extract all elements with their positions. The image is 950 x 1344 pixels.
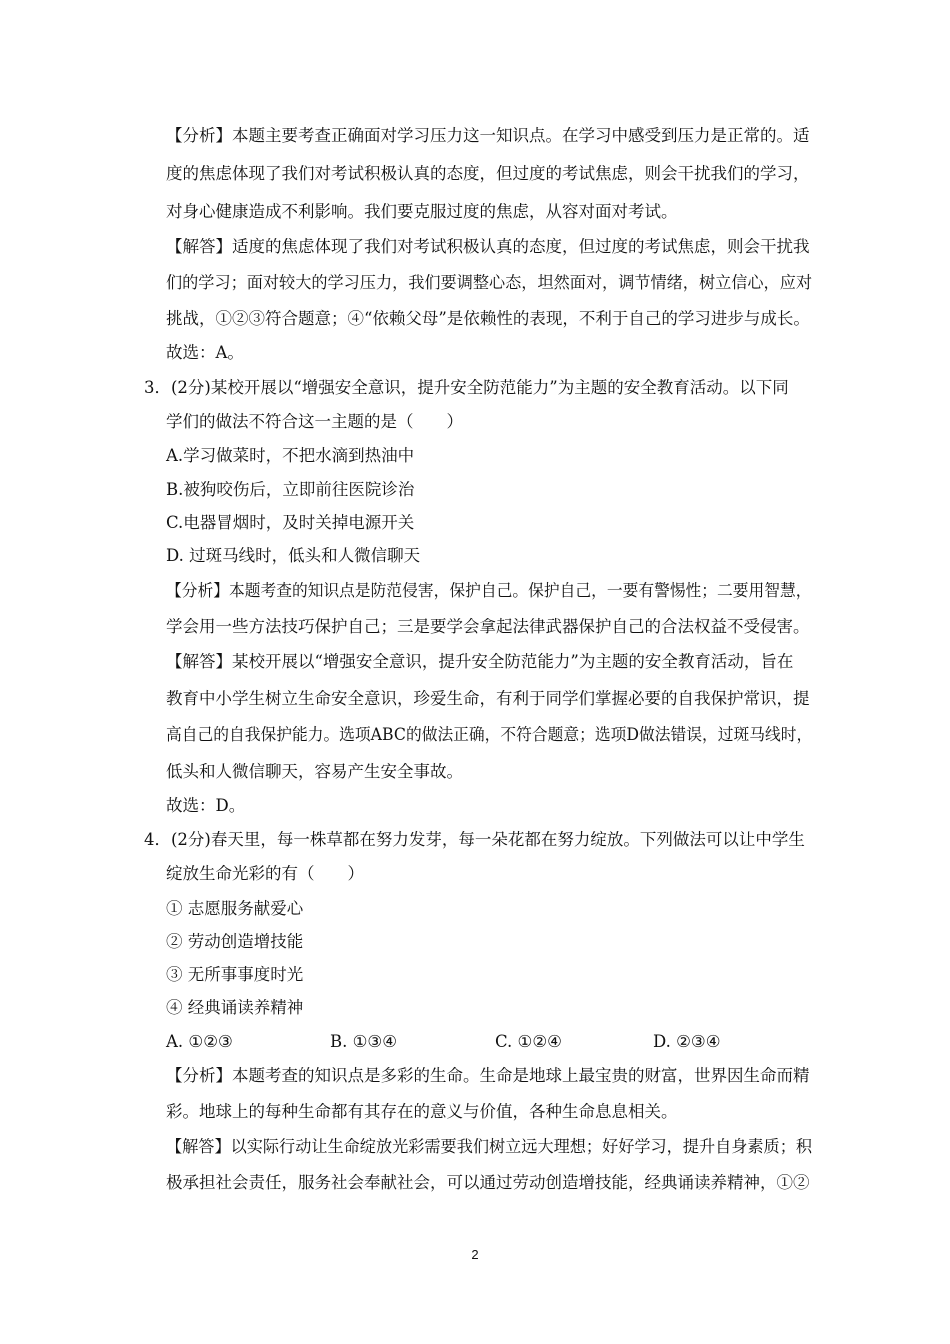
q3-analysis-line-1: 【分析】本题考查的知识点是防范侵害，保护自己。保护自己，一要有警惕性；二要用智慧， (166, 581, 812, 600)
q4-option-d: D. ②③④ (653, 1032, 721, 1051)
q3-answer-line-3: 高自己的自我保护能力。选项ABC的做法正确，不符合题意；选项D做法错误，过斑马线时， (166, 725, 813, 744)
q3-analysis-line-2: 学会用一些方法技巧保护自己；三是要学会拿起法律武器保护自己的合法权益不受侵害。 (166, 617, 810, 636)
q4-option-a: A. ①②③ (166, 1032, 233, 1051)
q3-stem-line-2: 学们的做法不符合这一主题的是（ ） (166, 412, 463, 431)
q3-option-b: B.被狗咬伤后，立即前往医院诊治 (166, 480, 415, 499)
q3-choice: 故选：D。 (166, 796, 246, 815)
q3-answer-line-4: 低头和人微信聊天，容易产生安全事故。 (166, 762, 463, 781)
q4-answer-line-2: 极承担社会责任，服务社会奉献社会，可以通过劳动创造增技能，经典诵读养精神，①② (166, 1173, 810, 1192)
q2-answer-line-2: 们的学习；面对较大的学习压力，我们要调整心态，坦然面对，调节情绪，树立信心，应对 (166, 273, 813, 292)
q3-option-d: D. 过斑马线时，低头和人微信聊天 (166, 546, 421, 565)
q3-answer-line-2: 教育中小学生树立生命安全意识，珍爱生命，有利于同学们掌握必要的自我保护常识，提 (166, 689, 810, 708)
q2-analysis-line-3: 对身心健康造成不利影响。我们要克服过度的焦虑，从容对面对考试。 (166, 202, 678, 221)
q3-answer-line-1: 【解答】某校开展以“增强安全意识，提升安全防范能力”为主题的安全教育活动，旨在 (166, 652, 794, 671)
q4-item-1: ① 志愿服务献爱心 (166, 899, 304, 918)
q2-answer-line-3: 挑战，①②③符合题意；④“依赖父母”是依赖性的表现，不利于自己的学习进步与成长。 (166, 309, 810, 328)
q4-option-b: B. ①③④ (330, 1032, 397, 1051)
q4-stem-line-2: 绽放生命光彩的有（ ） (166, 864, 364, 883)
q4-item-4: ④ 经典诵读养精神 (166, 998, 304, 1017)
q4-analysis-line-2: 彩。地球上的每种生命都有其存在的意义与价值，各种生命息息相关。 (166, 1102, 678, 1121)
q3-option-a: A.学习做菜时，不把水滴到热油中 (166, 446, 415, 465)
q4-answer-line-1: 【解答】以实际行动让生命绽放光彩需要我们树立远大理想；好好学习，提升自身素质；积 (166, 1137, 813, 1156)
q2-analysis-line-2: 度的焦虑体现了我们对考试积极认真的态度，但过度的考试焦虑，则会干扰我们的学习， (166, 164, 810, 183)
q4-stem-line-1: 4．(2分)春天里，每一株草都在努力发芽，每一朵花都在努力绽放。下列做法可以让中学生 (144, 830, 805, 849)
q3-option-c: C.电器冒烟时，及时关掉电源开关 (166, 513, 415, 532)
q4-option-c: C. ①②④ (495, 1032, 562, 1051)
q4-item-2: ② 劳动创造增技能 (166, 932, 304, 951)
q2-choice: 故选：A。 (166, 343, 244, 362)
q3-stem-line-1: 3．(2分)某校开展以“增强安全意识，提升安全防范能力”为主题的安全教育活动。以下同 (144, 378, 789, 397)
q2-analysis-line-1: 【分析】本题主要考查正确面对学习压力这一知识点。在学习中感受到压力是正常的。适 (166, 126, 810, 145)
q2-answer-line-1: 【解答】适度的焦虑体现了我们对考试积极认真的态度，但过度的考试焦虑，则会干扰我 (166, 237, 810, 256)
page-number: 2 (471, 1247, 479, 1262)
q4-item-3: ③ 无所事事度时光 (166, 965, 304, 984)
q4-analysis-line-1: 【分析】本题考查的知识点是多彩的生命。生命是地球上最宝贵的财富，世界因生命而精 (166, 1066, 810, 1085)
